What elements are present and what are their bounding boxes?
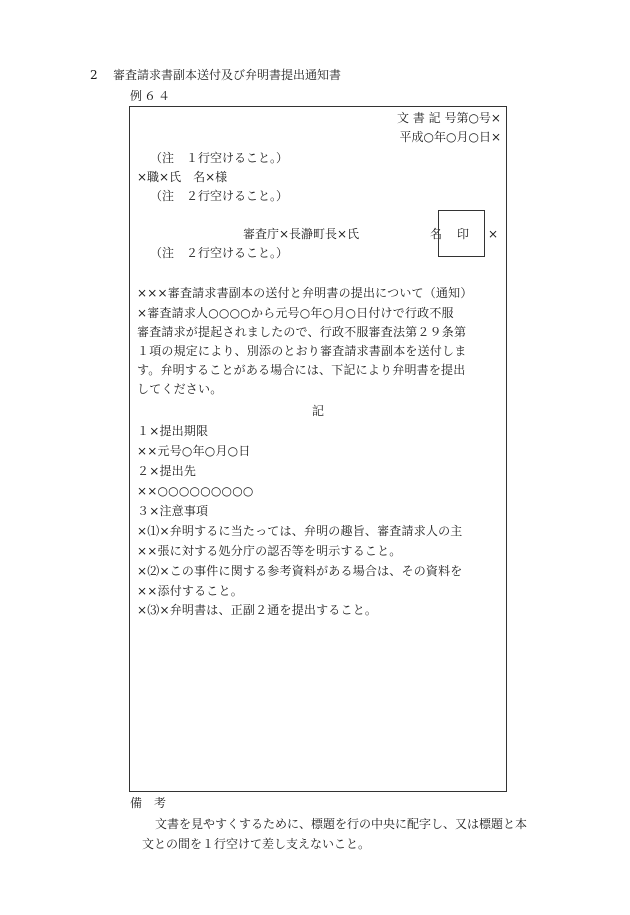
seal-trailing: × xyxy=(488,227,499,241)
paragraph-line: す。弁明することがある場合には、下記により弁明書を提出 xyxy=(137,363,466,377)
list-item: ××添付すること。 xyxy=(137,584,243,598)
remarks-label: 備 考 xyxy=(130,796,167,810)
paragraph-line: １項の規定により、別添のとおり審査請求書副本を送付しま xyxy=(137,344,467,358)
section-number: 2 xyxy=(90,68,98,82)
note-1: （注 １行空けること。） xyxy=(150,151,289,165)
doc-date: 平成○年○月○日× xyxy=(399,130,501,144)
list-item: １×提出期限 xyxy=(137,424,209,438)
list-item: ２×提出先 xyxy=(137,464,197,478)
paragraph-line: ×審査請求人○○○○から元号○年○月○日付けで行政不服 xyxy=(137,306,454,320)
note-3: （注 ２行空けること。） xyxy=(150,246,289,260)
example-label: 例６４ xyxy=(130,89,173,103)
list-item: ×⑵×この事件に関する参考資料がある場合は、その資料を xyxy=(137,564,463,578)
list-item: ××張に対する処分庁の認否等を明示すること。 xyxy=(137,544,402,558)
subject-line: ×××審査請求書副本の送付と弁明書の提出について（通知） xyxy=(137,286,473,300)
remarks-line: 文との間を１行空けて差し支えないこと。 xyxy=(142,837,371,851)
list-item: ××○○○○○○○○○ xyxy=(137,484,254,498)
paragraph-line: してください。 xyxy=(137,382,223,396)
note-2: （注 ２行空けること。） xyxy=(150,189,289,203)
ki-heading: 記 xyxy=(312,404,325,418)
doc-number: 文 書 記 号第○号× xyxy=(397,111,501,125)
list-item: ×⑶×弁明書は、正副２通を提出すること。 xyxy=(137,603,378,617)
list-item: ××元号○年○月○日 xyxy=(137,444,251,458)
seal-char: 印 xyxy=(457,227,470,241)
list-item: ×⑴×弁明するに当たっては、弁明の趣旨、審査請求人の主 xyxy=(137,524,463,538)
sender-name-char: 名 xyxy=(430,227,443,241)
section-title: 審査請求書副本送付及び弁明書提出通知書 xyxy=(113,68,342,82)
list-item: ３×注意事項 xyxy=(137,504,209,518)
sender: 審査庁×長瀞町長×氏 xyxy=(243,227,360,241)
addressee: ×職×氏 名×様 xyxy=(137,170,228,184)
remarks-line: 文書を見やすくするために、標題を行の中央に配字し、又は標題と本 xyxy=(155,817,528,831)
paragraph-line: 審査請求が提起されましたので、行政不服審査法第２９条第 xyxy=(137,325,467,339)
